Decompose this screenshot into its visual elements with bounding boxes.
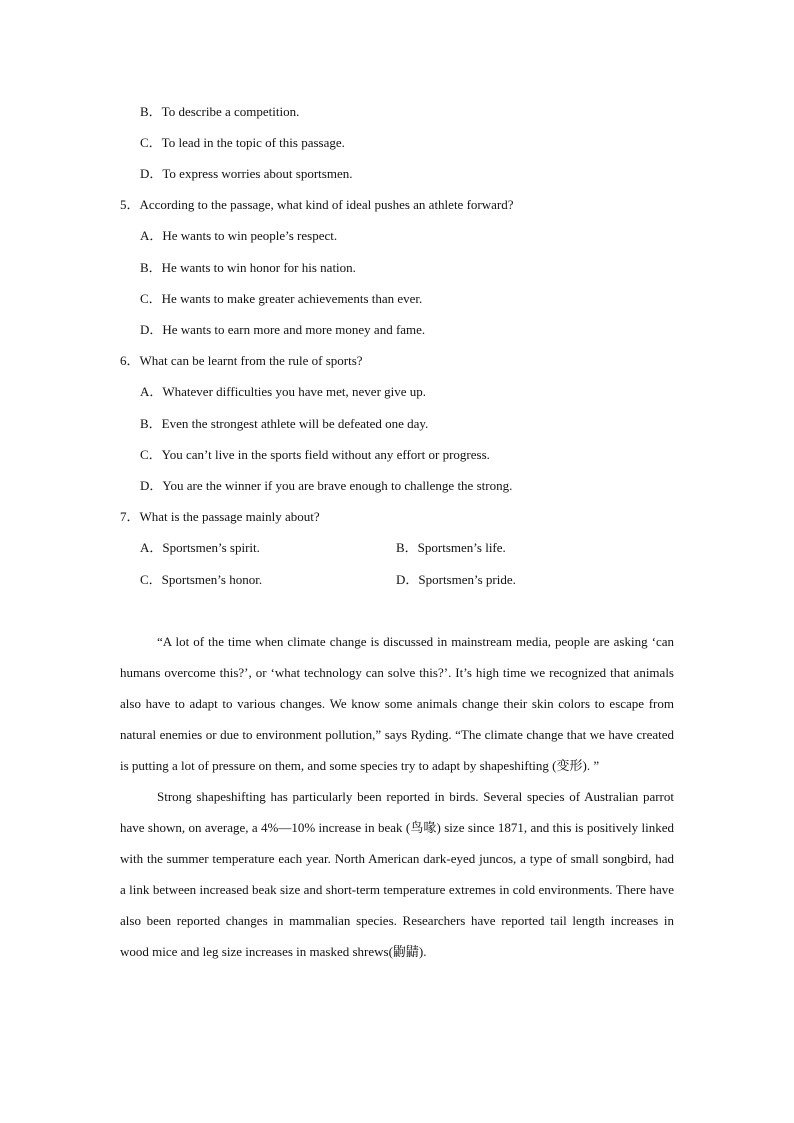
passage-paragraph-1: “A lot of the time when climate change is discussed in mainstream media, people are asking ‘can humans overcome this?’, or ‘what technology can solve this?’. It’s high time we recognized that animals also have to adapt to various changes. We know some animals change their skin colors to escape from natural enemies or due to environment pollution,” says Ryding. “The climate change that we have created is putting a lot of pressure on them, and some species try to adapt by shapeshifting (变形). ” — [120, 634, 674, 773]
q7-option-c: C．Sportsmen’s honor. — [140, 572, 263, 587]
q5-option-d: D．He wants to earn more and more money and fame. — [140, 322, 426, 337]
q6-option-a: A．Whatever difficulties you have met, never give up. — [140, 384, 427, 399]
q7-option-d: D．Sportsmen’s pride. — [396, 572, 516, 587]
q6-option-b: B．Even the strongest athlete will be defeated one day. — [140, 416, 429, 431]
question-6-stem: 6．What can be learnt from the rule of sports? — [120, 353, 363, 368]
passage-paragraph-2: Strong shapeshifting has particularly been reported in birds. Several species of Australian parrot have shown, on average, a 4%—10% increase in beak (鸟喙) size since 1871, and this is positively linked with the summer temperature each year. North American dark-eyed juncos, a type of small songbird, had a link between increased beak size and short-term temperature extremes in cold environments. There have also been reported changes in mammalian species. Researchers have reported tail length increases in wood mice and leg size increases in masked shrews(鼩鼱). — [120, 789, 674, 959]
q7-option-a: A．Sportsmen’s spirit. — [140, 540, 260, 555]
q6-option-c: C．You can’t live in the sports field without any effort or progress. — [140, 447, 490, 462]
question-7-stem: 7．What is the passage mainly about? — [120, 509, 320, 524]
q4-option-d: D．To express worries about sportsmen. — [140, 166, 353, 181]
q5-option-a: A．He wants to win people’s respect. — [140, 228, 338, 243]
reading-passage — [120, 626, 674, 967]
q7-option-b: B．Sportsmen’s life. — [396, 540, 506, 555]
q4-option-b: B．To describe a competition. — [140, 104, 300, 119]
q5-option-c: C．He wants to make greater achievements than ever. — [140, 291, 423, 306]
question-5-stem: 5．According to the passage, what kind of ideal pushes an athlete forward? — [120, 197, 514, 212]
q6-option-d: D．You are the winner if you are brave enough to challenge the strong. — [140, 478, 513, 493]
q5-option-b: B．He wants to win honor for his nation. — [140, 260, 356, 275]
q4-option-c: C．To lead in the topic of this passage. — [140, 135, 345, 150]
